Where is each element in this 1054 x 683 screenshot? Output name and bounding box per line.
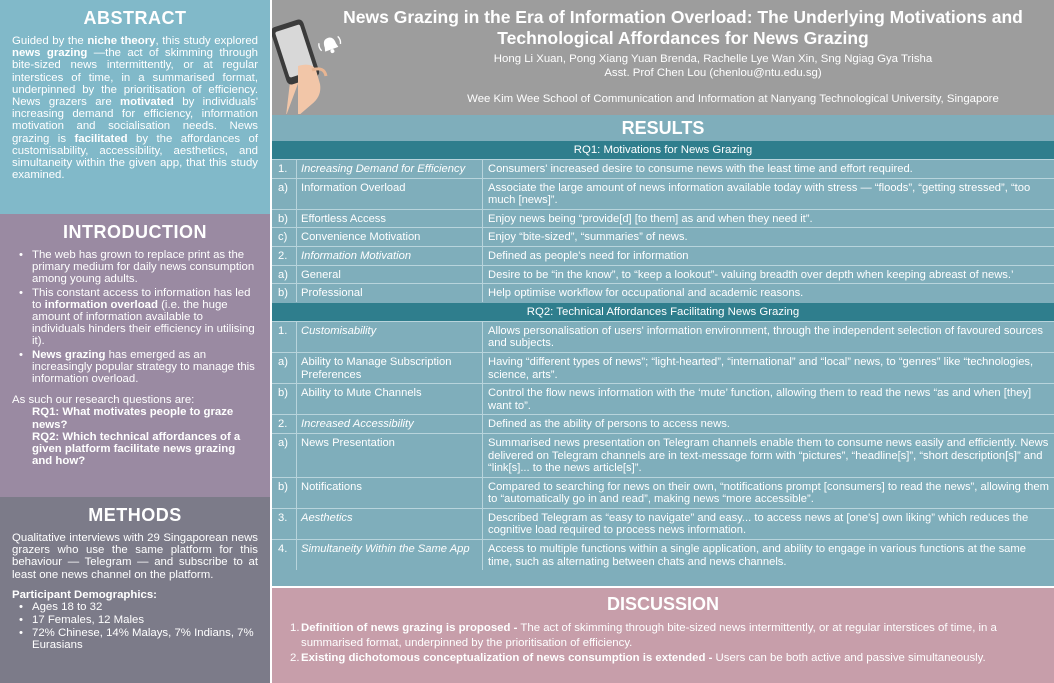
row-label: Notifications <box>296 478 482 508</box>
row-number: b) <box>278 480 288 493</box>
row-number: 1. <box>278 324 288 337</box>
list-item: • 17 Females, 12 Males <box>12 614 258 626</box>
table-row <box>272 227 1054 246</box>
list-item: 2. Existing dichotomous conceptualization of news consumption is extended - Users can be both active and passive simultaneously. <box>290 652 986 664</box>
row-number: 4. <box>278 543 288 556</box>
introduction-panel <box>0 214 270 497</box>
table-row <box>272 283 1054 302</box>
row-number: 2. <box>278 249 288 262</box>
row-description: Control the flow news information with the ‘mute’ function, allowing them to read the news “as and when [they] want to”. <box>482 384 1054 414</box>
results-heading: RESULTS <box>621 118 705 138</box>
row-description: Enjoy news being “provide[d] [to them] as and when they need it”. <box>482 210 1054 228</box>
list-item: 1. Definition of news grazing is proposed - The act of skimming through bite-sized news intermittently, or at regular interstices of time, in a summarised format, underpinned by the prioritisation of efficiency. <box>290 622 997 649</box>
row-number: a) <box>278 355 288 368</box>
demographics-heading: Participant Demographics: <box>12 588 157 601</box>
table-row <box>272 352 1054 383</box>
poster-title: News Grazing in the Era of Information Overload: The Underlying Motivations and Technological Affordances for News Grazing <box>343 7 1023 48</box>
row-label: Effortless Access <box>296 210 482 228</box>
row-label: Increasing Demand for Efficiency <box>296 160 482 178</box>
table-row <box>272 433 1054 477</box>
row-number: b) <box>278 287 288 300</box>
row-number: a) <box>278 268 288 281</box>
row-label: Ability to Manage Subscription Preferences <box>296 353 482 383</box>
row-label: Convenience Motivation <box>296 228 482 246</box>
row-description: Described Telegram as “easy to navigate” and easy... to access news at [one's] own liking” which reduces the cognitive load required to process news information. <box>482 509 1054 539</box>
row-number: b) <box>278 387 288 400</box>
row-description: Having “different types of news”; “light-hearted”, “international” and “local” news, to “genres” like “technologies, science, arts”. <box>482 353 1054 383</box>
left-column <box>0 0 270 683</box>
advisor-line: Asst. Prof Chen Lou (chenlou@ntu.edu.sg) <box>604 67 822 79</box>
authors-line: Hong Li Xuan, Pong Xiang Yuan Brenda, Rachelle Lye Wan Xin, Sng Ngiag Gya Trisha <box>493 53 933 65</box>
row-description: Access to multiple functions within a single application, and ability to engage in various functions at the same time, such as alternating between chats and news channels. <box>482 540 1054 570</box>
results-panel <box>272 115 1054 586</box>
table-row <box>272 209 1054 228</box>
methods-panel <box>0 497 270 683</box>
row-label: Increased Accessibility <box>296 415 482 433</box>
table-row <box>272 265 1054 284</box>
row-label: Aesthetics <box>296 509 482 539</box>
school-line: Wee Kim Wee School of Communication and Information at Nanyang Technological University, Singapore <box>467 93 999 105</box>
rq1-table <box>272 159 1054 302</box>
rq2-bar: RQ2: Technical Affordances Facilitating News Grazing <box>272 303 1054 321</box>
list-item: • News grazing has emerged as an increasingly popular strategy to manage this information overload. <box>12 349 258 386</box>
poster-header <box>272 0 1054 115</box>
demographics-list <box>12 601 258 652</box>
table-row <box>272 159 1054 178</box>
row-label: Professional <box>296 284 482 302</box>
discussion-list <box>272 621 1054 666</box>
row-label: Information Overload <box>296 179 482 209</box>
row-label: Customisability <box>296 322 482 352</box>
abstract-panel <box>0 0 270 214</box>
row-number: b) <box>278 212 288 225</box>
introduction-list <box>12 249 258 385</box>
methods-text: Qualitative interviews with 29 Singaporean news grazers who use the same platform for this behaviour — Telegram — and subscribe to at least one news channel on the platform. <box>12 532 258 581</box>
row-description: Help optimise workflow for occupational and academic reasons. <box>482 284 1054 302</box>
row-label: Ability to Mute Channels <box>296 384 482 414</box>
row-description: Enjoy “bite-sized”, “summaries” of news. <box>482 228 1054 246</box>
table-row <box>272 539 1054 570</box>
table-row <box>272 508 1054 539</box>
row-label: Information Motivation <box>296 247 482 265</box>
table-row <box>272 178 1054 209</box>
row-description: Desire to be “in the know”, to “keep a lookout”- valuing breadth over depth when keeping abreast of news.’ <box>482 266 1054 284</box>
row-number: a) <box>278 436 288 449</box>
research-question-1: RQ1: What motivates people to graze news? <box>32 406 234 431</box>
author-block <box>372 52 1054 80</box>
row-number: 1. <box>278 163 288 175</box>
row-description: Summarised news presentation on Telegram channels enable them to consume news easily and efficiently. News delivered on Telegram channels are in text-message form with “pictures”, “headline[s]”, “short description[s]” and “link[s]... to the news article[s]”. <box>482 434 1054 477</box>
rq2-table <box>272 321 1054 571</box>
row-description: Associate the large amount of news information available today with stress — “floods”, “getting stressed”, “too much [news]”. <box>482 179 1054 209</box>
table-row <box>272 246 1054 265</box>
discussion-heading: DISCUSSION <box>606 594 720 614</box>
abstract-text: Guided by the niche theory, this study explored news grazing —the act of skimming through bite-sized news intermittently, or at regular interstices of time, in a summarised format, underpinned by the prioritisation of efficiency. News grazers are motivated by individuals' increasing demand for efficiency, information motivation and socialisation needs. News grazing is facilitated by the affordances of customisability, accessibility, aesthetics, and simultaneity within the given app, that this study examined. <box>12 35 258 182</box>
list-item: • This constant access to information has led to information overload (i.e. the huge amount of information available to individuals hinders their efficiency in utilising it). <box>12 287 258 348</box>
row-number: 3. <box>278 511 288 524</box>
table-row <box>272 414 1054 433</box>
research-questions-intro: As such our research questions are: <box>12 394 195 407</box>
introduction-heading: INTRODUCTION <box>63 222 207 242</box>
row-description: Consumers' increased desire to consume news with the least time and effort required. <box>482 160 1054 178</box>
row-label: News Presentation <box>296 434 482 477</box>
row-number: c) <box>278 231 288 244</box>
row-description: Compared to searching for news on their own, “notifications prompt [consumers] to read the news”, allowing them to “automatically go in and read”, making news “more accessible”. <box>482 478 1054 508</box>
rq1-bar: RQ1: Motivations for News Grazing <box>272 141 1054 159</box>
abstract-heading: ABSTRACT <box>83 8 187 28</box>
list-item: • Ages 18 to 32 <box>12 601 258 613</box>
list-item: • 72% Chinese, 14% Malays, 7% Indians, 7% Eurasians <box>12 627 258 651</box>
row-label: Simultaneity Within the Same App <box>296 540 482 570</box>
row-description: Defined as the ability of persons to access news. <box>482 415 1054 433</box>
row-description: Allows personalisation of users' information environment, through the independent selection of favoured sources and subjects. <box>482 322 1054 352</box>
discussion-panel <box>272 588 1054 683</box>
table-row <box>272 321 1054 352</box>
row-label: General <box>296 266 482 284</box>
list-item: • The web has grown to replace print as the primary medium for daily news consumption among young adults. <box>12 249 258 286</box>
research-question-2: RQ2: Which technical affordances of a given platform facilitate news grazing and how? <box>32 430 241 468</box>
row-number: 2. <box>278 418 288 431</box>
methods-heading: METHODS <box>88 505 182 525</box>
row-number: a) <box>278 181 288 194</box>
table-row <box>272 477 1054 508</box>
row-description: Defined as people's need for information <box>482 247 1054 265</box>
table-row <box>272 383 1054 414</box>
